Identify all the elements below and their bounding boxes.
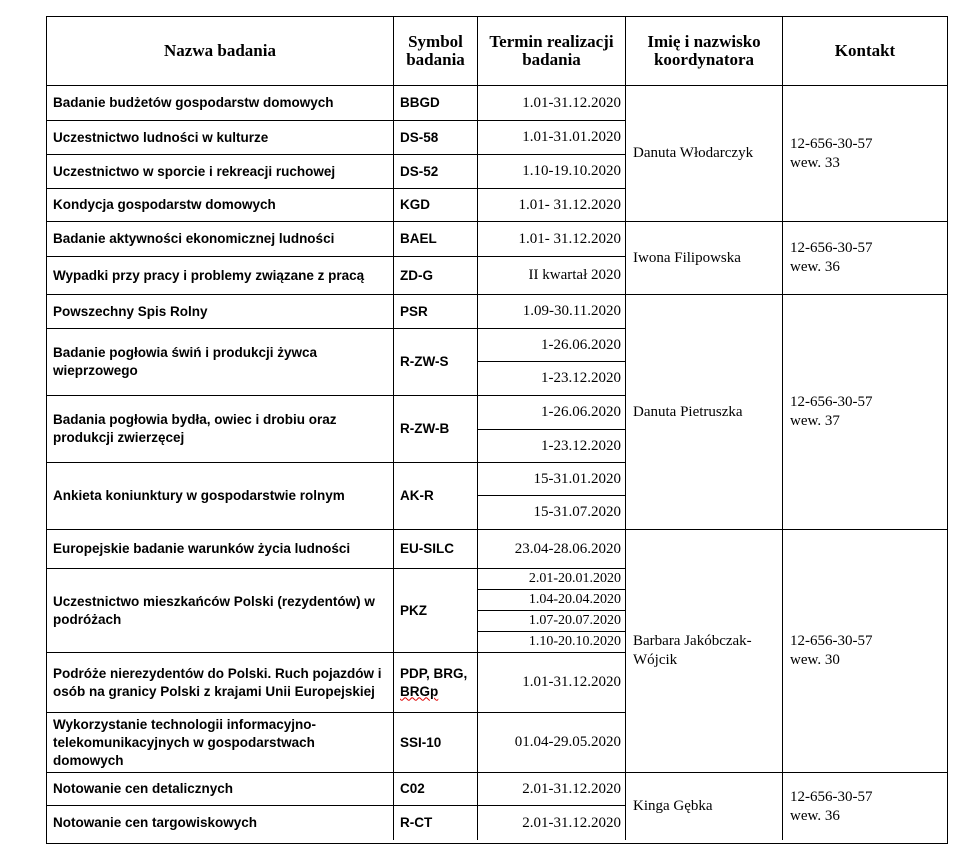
survey-name: Wykorzystanie technologii informacyjno-telekomunikacyjnych w gospodarstwach domowych [47, 713, 394, 773]
survey-date: 2.01-31.12.2020 [478, 806, 626, 840]
contact-info: 12-656-30-57 wew. 36 [783, 222, 947, 295]
survey-name: Uczestnictwo ludności w kulturze [47, 121, 394, 155]
survey-name: Europejskie badanie warunków życia ludności [47, 530, 394, 569]
survey-date: 1.01-31.12.2020 [478, 653, 626, 713]
survey-name: Badanie aktywności ekonomicznej ludności [47, 222, 394, 257]
header-symbol: Symbol badania [394, 17, 478, 86]
coordinator-name: Kinga Gębka [626, 773, 783, 840]
survey-name: Powszechny Spis Rolny [47, 295, 394, 329]
coordinator-name: Barbara Jakóbczak-Wójcik [626, 530, 783, 773]
survey-date: 15-31.01.2020 [478, 463, 626, 496]
survey-name: Badanie pogłowia świń i produkcji żywca wieprzowego [47, 329, 394, 396]
survey-name: Badania pogłowia bydła, owiec i drobiu oraz produkcji zwierzęcej [47, 396, 394, 463]
survey-date: 2.01-31.12.2020 [478, 773, 626, 806]
survey-date: II kwartał 2020 [478, 257, 626, 295]
survey-name: Notowanie cen targowiskowych [47, 806, 394, 840]
survey-name: Wypadki przy pracy i problemy związane z pracą [47, 257, 394, 295]
survey-date: 1.10-19.10.2020 [478, 155, 626, 189]
survey-name: Notowanie cen detalicznych [47, 773, 394, 806]
survey-symbol: KGD [394, 189, 478, 222]
symbol-line: BRGp [400, 683, 439, 699]
survey-name: Podróże nierezydentów do Polski. Ruch pojazdów i osób na granicy Polski z krajami Unii Europejskiej [47, 653, 394, 713]
contact-info: 12-656-30-57 wew. 33 [783, 86, 947, 222]
survey-date: 1.01-31.01.2020 [478, 121, 626, 155]
survey-symbol: C02 [394, 773, 478, 806]
survey-name: Kondycja gospodarstw domowych [47, 189, 394, 222]
symbol-line: PDP, BRG, [400, 665, 468, 681]
survey-symbol: R-ZW-S [394, 329, 478, 396]
survey-date: 1-26.06.2020 [478, 329, 626, 362]
survey-symbol: R-CT [394, 806, 478, 840]
header-name: Nazwa badania [47, 17, 394, 86]
coordinator-name: Danuta Pietruszka [626, 295, 783, 530]
survey-symbol: EU-SILC [394, 530, 478, 569]
coordinator-name: Iwona Filipowska [626, 222, 783, 295]
survey-date: 1.01-31.12.2020 [478, 86, 626, 121]
survey-date: 1-23.12.2020 [478, 430, 626, 463]
survey-name: Ankieta koniunktury w gospodarstwie rolnym [47, 463, 394, 530]
survey-symbol: R-ZW-B [394, 396, 478, 463]
survey-date: 1-23.12.2020 [478, 362, 626, 396]
survey-symbol: AK-R [394, 463, 478, 530]
contact-info: 12-656-30-57 wew. 37 [783, 295, 947, 530]
survey-date: 15-31.07.2020 [478, 496, 626, 530]
survey-symbol: PSR [394, 295, 478, 329]
survey-symbol [394, 653, 478, 713]
header-term: Termin realizacji badania [478, 17, 626, 86]
contact-info: 12-656-30-57 wew. 36 [790, 788, 873, 824]
survey-symbol: SSI-10 [394, 713, 478, 773]
survey-name: Badanie budżetów gospodarstw domowych [47, 86, 394, 121]
survey-symbol: DS-58 [394, 121, 478, 155]
header-contact: Kontakt [783, 17, 947, 86]
survey-date: 1.09-30.11.2020 [478, 295, 626, 329]
survey-symbol: BBGD [394, 86, 478, 121]
header-coordinator: Imię i nazwisko koordynatora [626, 17, 783, 86]
survey-date: 1.04-20.04.2020 [478, 590, 626, 611]
survey-date: 1.01- 31.12.2020 [478, 222, 626, 257]
survey-symbol: DS-52 [394, 155, 478, 189]
contact-info: 12-656-30-57 wew. 30 [783, 530, 947, 773]
survey-date: 1.10-20.10.2020 [478, 632, 626, 653]
survey-table [46, 16, 948, 844]
coordinator-name: Danuta Włodarczyk [626, 86, 783, 222]
survey-name: Uczestnictwo w sporcie i rekreacji ruchowej [47, 155, 394, 189]
survey-symbol: PKZ [394, 569, 478, 653]
survey-date: 2.01-20.01.2020 [478, 569, 626, 590]
survey-date: 1.07-20.07.2020 [478, 611, 626, 632]
survey-date: 1.01- 31.12.2020 [478, 189, 626, 222]
survey-date: 01.04-29.05.2020 [478, 713, 626, 773]
survey-symbol: ZD-G [394, 257, 478, 295]
survey-date: 1-26.06.2020 [478, 396, 626, 430]
survey-date: 23.04-28.06.2020 [478, 530, 626, 569]
survey-symbol: BAEL [394, 222, 478, 257]
survey-name: Uczestnictwo mieszkańców Polski (rezydentów) w podróżach [47, 569, 394, 653]
